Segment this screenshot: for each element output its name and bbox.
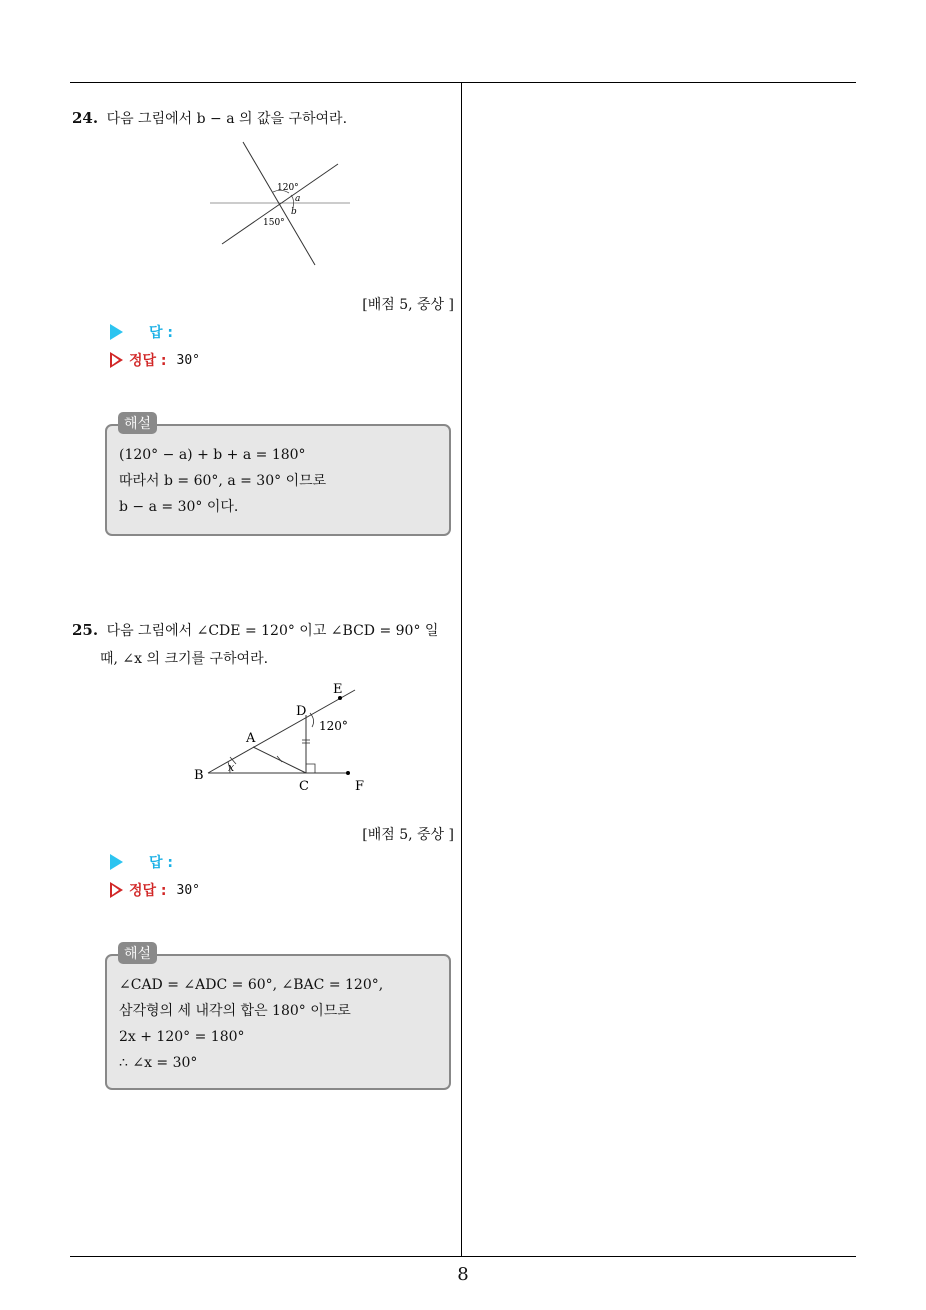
label-B: B [194,768,204,783]
question-text-line1: 다음 그림에서 ∠CDE = 120° 이고 ∠BCD = 90° 일 [106,623,439,639]
footer-rule [70,1256,856,1257]
solution-tag: 해설 [118,942,157,964]
key-answer-row [110,880,200,900]
question-text: 다음 그림에서 b − a 의 값을 구하여라. [106,111,348,127]
line-AC [253,747,306,773]
key-answer-label: 정답 : [129,353,167,369]
answer-label: 답 : [149,325,173,341]
figure-triangle [190,678,370,798]
solution-box [105,954,451,1090]
label-A: A [246,731,256,746]
label-150: 150° [263,218,285,228]
label-E: E [333,682,343,697]
label-a: a [295,194,301,204]
solution-line: 2x + 120° = 180° [119,1029,245,1045]
question-text-line2: 때, ∠x 의 크기를 구하여라. [100,651,269,667]
column-divider [461,82,462,1257]
answer-row [110,852,173,872]
key-answer-row [110,350,200,370]
answer-label: 답 : [149,855,173,871]
key-answer-value: 30° [176,352,201,368]
answer-row [110,322,173,342]
label-120: 120° [277,183,299,193]
solution-box [105,424,451,536]
label-120: 120° [319,719,348,733]
label-F: F [355,779,365,794]
solution-line: b − a = 30° 이다. [119,499,239,515]
play-arrow-icon [110,854,123,870]
header-rule [70,82,856,83]
question-24 [72,104,458,133]
question-number: 24. [72,109,99,127]
play-arrow-icon [110,324,123,340]
key-answer-label: 정답 : [129,883,167,899]
outline-arrow-icon [110,882,123,898]
solution-line: 따라서 b = 60°, a = 30° 이므로 [119,473,327,489]
solution-line: 삼각형의 세 내각의 합은 180° 이므로 [119,1003,351,1019]
solution-line: (120° − a) + b + a = 180° [119,447,306,463]
figure-intersecting-lines [205,138,355,270]
solution-line: ∠CAD = ∠ADC = 60°, ∠BAC = 120°, [119,977,384,993]
outline-arrow-icon [110,352,123,368]
score-label: [배점 5, 중상 ] [362,827,454,843]
point-F-dot [346,771,350,775]
right-angle-mark [306,764,315,773]
score-label: [배점 5, 중상 ] [362,297,454,313]
label-b: b [291,207,297,217]
key-answer-value: 30° [176,882,201,898]
label-x: x [228,761,235,774]
solution-line: ∴ ∠x = 30° [119,1055,198,1071]
question-25 [72,616,458,673]
label-D: D [296,704,307,719]
line-diagonal [222,164,338,244]
page-number: 8 [457,1264,469,1285]
label-C: C [299,779,309,794]
question-number: 25. [72,621,99,639]
solution-tag: 해설 [118,412,157,434]
